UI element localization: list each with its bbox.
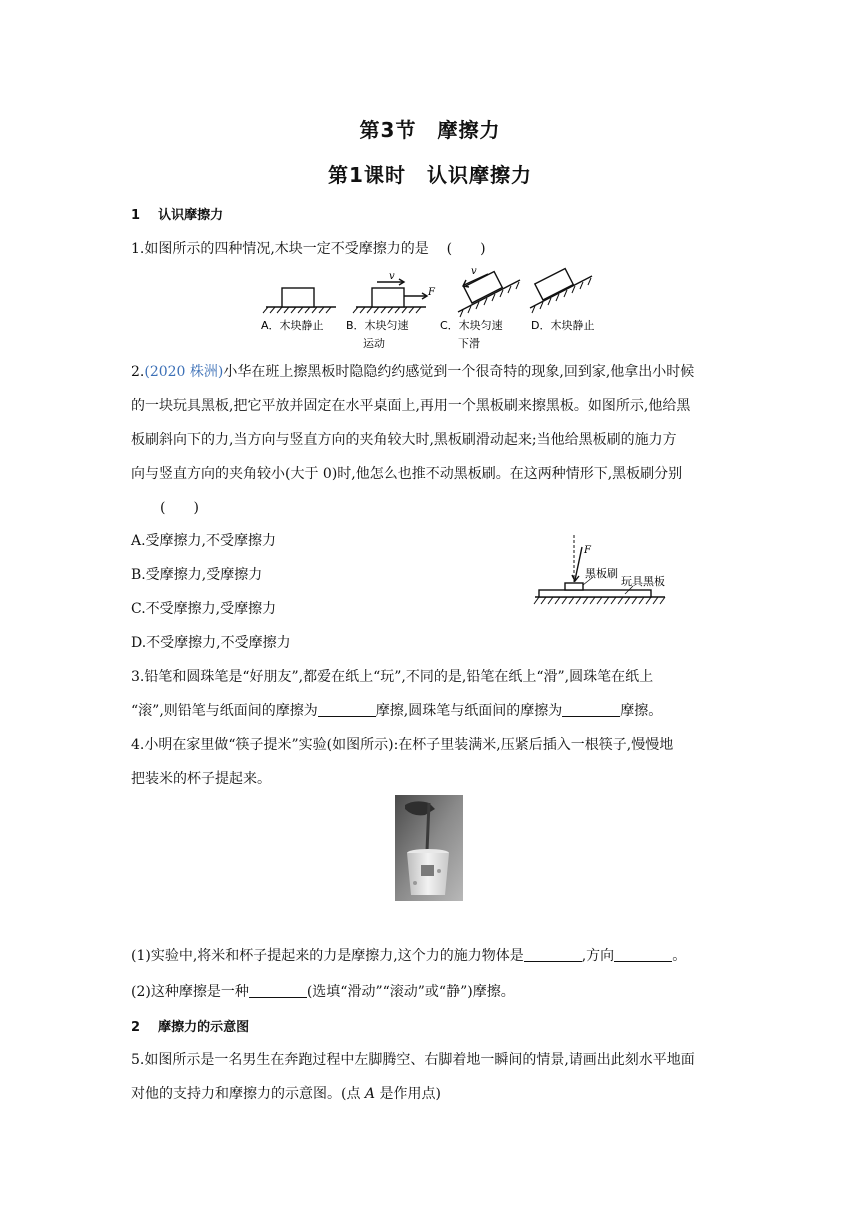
question-4-line-2: 把装米的杯子提起来。: [131, 771, 271, 787]
question-source: (2020 株洲): [144, 364, 224, 380]
question-1-figure: [258, 262, 603, 362]
answer-paren: ( ): [160, 500, 199, 516]
lesson-title: 第1课时 认识摩擦力: [328, 163, 532, 187]
question-5-text-b: 是作用点): [379, 1086, 441, 1102]
caption-a: A．木块静止: [261, 319, 324, 332]
question-2-line-2: 的一块玩具黑板,把它平放并固定在水平桌面上,再用一个黑板刷来擦黑板。如图所示,他给黑: [131, 398, 691, 414]
caption-c2: 下滑: [458, 337, 480, 350]
section-heading-2: [131, 1016, 249, 1035]
question-4-sub-2-text-b: (选填“滑动”“滚动”或“静”)摩擦。: [306, 984, 515, 1000]
answer-blank[interactable]: [249, 985, 307, 998]
question-2-line-4: 向与竖直方向的夹角较小(大于 0)时,他怎么也推不动黑板刷。在这两种情形下,黑板刷分别: [131, 466, 683, 482]
question-4-sub-1-text-b: ,方向: [581, 948, 615, 964]
question-4-sub-2: [131, 981, 515, 1001]
section-label: 摩擦力的示意图: [158, 1020, 250, 1035]
answer-blank[interactable]: [614, 949, 672, 962]
question-3-line-1: 3.铅笔和圆珠笔是“好朋友”,都爱在纸上“玩”,不同的是,铅笔在纸上“滑”,圆珠笔在纸上: [131, 669, 654, 685]
question-2-figure: [525, 532, 675, 607]
question-2-line-1: [131, 361, 694, 381]
question-5-text-a: 对他的支持力和摩擦力的示意图。(点: [131, 1086, 361, 1102]
question-5-line-1: 5.如图所示是一名男生在奔跑过程中左脚腾空、右脚着地一瞬间的情景,请画出此刻水平地面: [131, 1052, 695, 1068]
question-2-text: 小华在班上擦黑板时隐隐约约感觉到一个很奇特的现象,回到家,他拿出小时候: [223, 364, 695, 380]
caption-b2: 运动: [363, 337, 385, 350]
caption-c: C．木块匀速: [440, 319, 503, 332]
question-3-line-2: [131, 700, 662, 720]
section-heading-1: [131, 204, 223, 223]
question-3-text-c: 摩擦。: [620, 703, 663, 719]
answer-blank[interactable]: [318, 704, 376, 717]
option-a: A.受摩擦力,不受摩擦力: [131, 533, 277, 549]
velocity-label-c: v: [471, 266, 477, 277]
answer-paren: ( ): [446, 241, 486, 257]
question-2-line-3: 板刷斜向下的力,当方向与竖直方向的夹角较大时,黑板刷滑动起来;当他给黑板刷的施力方: [131, 432, 677, 448]
answer-blank[interactable]: [562, 704, 620, 717]
option-b: B.受摩擦力,受摩擦力: [131, 567, 263, 583]
board-label: 玩具黑板: [621, 575, 665, 588]
brush-label: 黑板刷: [585, 567, 618, 580]
option-c: C.不受摩擦力,受摩擦力: [131, 601, 277, 617]
section-number: 1: [131, 208, 141, 223]
question-3-text-b: 摩擦,圆珠笔与纸面间的摩擦为: [375, 703, 563, 719]
section-number: 2: [131, 1020, 141, 1035]
section-label: 认识摩擦力: [158, 208, 224, 223]
question-4-line-1: 4.小明在家里做“筷子提米”实验(如图所示):在杯子里装满米,压紧后插入一根筷子,慢慢地: [131, 737, 674, 753]
force-label: F: [584, 545, 591, 556]
caption-d: D．木块静止: [531, 319, 595, 332]
question-4-sub-2-text-a: (2)这种摩擦是一种: [131, 984, 249, 1000]
option-d: D.不受摩擦力,不受摩擦力: [131, 635, 291, 651]
question-4-sub-1-text-a: (1)实验中,将米和杯子提起来的力是摩擦力,这个力的施力物体是: [131, 948, 524, 964]
chopstick-rice-photo: [395, 795, 463, 901]
question-3-text-a: “滚”,则铅笔与纸面间的摩擦为: [131, 703, 318, 719]
point-label: A: [364, 1086, 376, 1102]
question-4-sub-1: [131, 945, 686, 965]
velocity-label-b: v: [389, 271, 395, 282]
question-5-line-2: [131, 1083, 441, 1103]
question-4-sub-1-text-c: 。: [672, 948, 687, 964]
answer-blank[interactable]: [524, 949, 582, 962]
caption-b: B．木块匀速: [346, 319, 409, 332]
question-1: [131, 238, 486, 258]
question-number: 2.: [131, 364, 145, 380]
question-1-stem: 1.如图所示的四种情况,木块一定不受摩擦力的是: [131, 241, 429, 257]
force-label-b: F: [428, 287, 435, 298]
page-title: 第3节 摩擦力: [359, 118, 501, 142]
